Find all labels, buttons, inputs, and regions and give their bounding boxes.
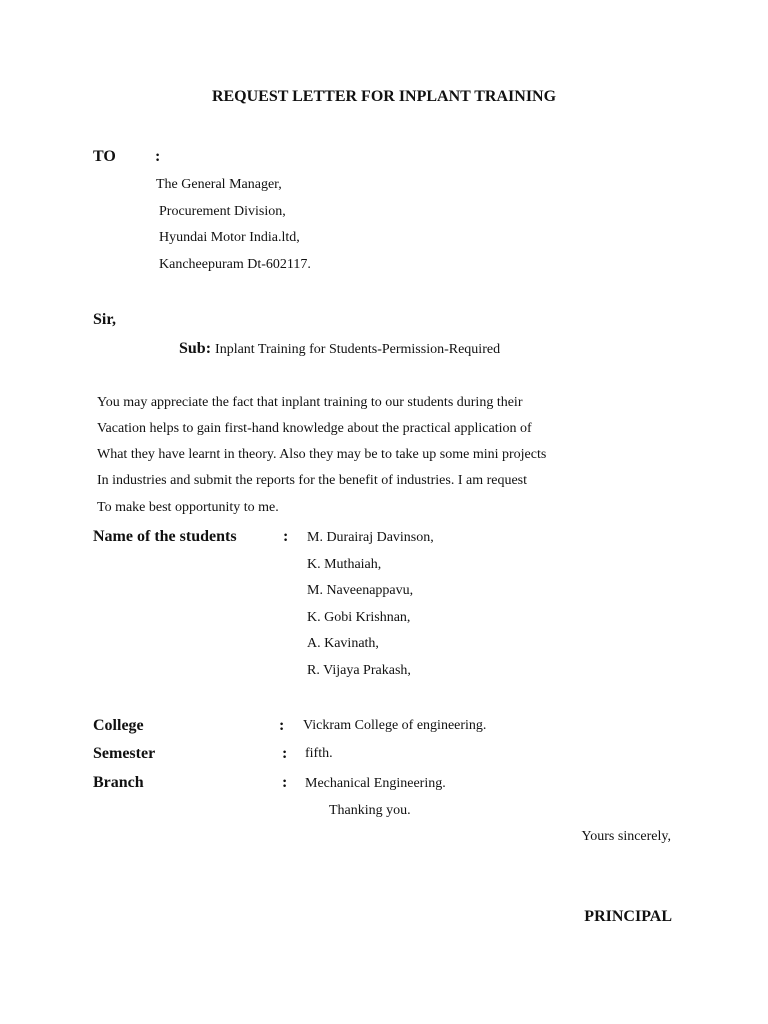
to-label: TO — [93, 148, 116, 165]
body-line: What they have learnt in theory. Also they may be to take up some mini projects — [97, 447, 547, 462]
body-line: Vacation helps to gain first-hand knowledge about the practical application of — [97, 421, 532, 436]
thanks-text: Thanking you. — [329, 803, 411, 818]
address-line: Procurement Division, — [159, 204, 286, 219]
to-colon: : — [155, 148, 161, 165]
semester-colon: : — [282, 745, 288, 762]
subject-label: Sub: — [179, 340, 212, 357]
body-line: To make best opportunity to me. — [97, 500, 279, 515]
salutation: Sir, — [93, 311, 116, 328]
student-name: A. Kavinath, — [307, 636, 379, 651]
address-line: Hyundai Motor India.ltd, — [159, 230, 300, 245]
body-line: In industries and submit the reports for the benefit of industries. I am request — [97, 473, 528, 488]
subject-line — [179, 340, 500, 358]
students-colon: : — [283, 528, 289, 545]
body-line: You may appreciate the fact that inplant training to our students during their — [97, 395, 523, 410]
student-name: K. Gobi Krishnan, — [307, 610, 411, 625]
branch-colon: : — [282, 774, 288, 791]
semester-value: fifth. — [305, 746, 333, 761]
student-name: R. Vijaya Prakash, — [307, 663, 411, 678]
signatory: PRINCIPAL — [584, 908, 672, 925]
college-label: College — [93, 717, 144, 734]
semester-label: Semester — [93, 745, 156, 762]
address-line: Kancheepuram Dt-602117. — [159, 257, 311, 272]
college-value: Vickram College of engineering. — [303, 718, 487, 733]
branch-value: Mechanical Engineering. — [305, 776, 446, 791]
student-name: M. Naveenappavu, — [307, 583, 414, 598]
branch-label: Branch — [93, 774, 144, 791]
address-line: The General Manager, — [156, 177, 282, 192]
college-colon: : — [279, 717, 285, 734]
subject-text: Inplant Training for Students-Permission-Required — [215, 342, 501, 357]
student-name: K. Muthaiah, — [307, 557, 382, 572]
closing-text: Yours sincerely, — [581, 829, 671, 844]
students-label: Name of the students — [93, 528, 237, 545]
letter-title: REQUEST LETTER FOR INPLANT TRAINING — [211, 88, 557, 105]
student-name: M. Durairaj Davinson, — [307, 530, 434, 545]
